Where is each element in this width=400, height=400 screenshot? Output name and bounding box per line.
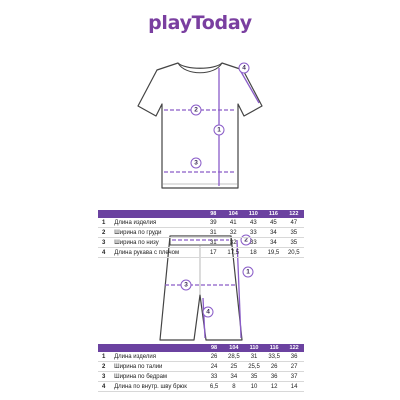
svg-text:2: 2 [244,236,248,244]
tshirt-marker-2 [191,105,201,115]
size-col: 98 [204,344,224,352]
row-value: 12 [264,382,284,392]
row-value: 33,5 [264,352,284,362]
size-col: 98 [204,210,224,218]
size-col: 122 [284,210,304,218]
row-value: 32 [223,228,243,238]
row-label: Длина изделия [114,218,203,228]
row-value: 28,5 [224,352,244,362]
size-col: 110 [243,210,263,218]
shorts-marker-4 [203,307,213,317]
svg-text:1: 1 [217,126,221,134]
row-number: 3 [98,372,114,382]
row-number: 4 [98,382,114,392]
row-value: 34 [263,238,283,248]
size-col: 122 [284,344,304,352]
row-value: 32 [223,238,243,248]
row-value: 33 [243,238,263,248]
table-row [98,228,304,238]
row-value: 18 [243,248,263,258]
row-value: 26 [264,362,284,372]
row-label: Ширина по низу [114,238,203,248]
row-value: 34 [263,228,283,238]
svg-text:3: 3 [184,281,188,289]
row-label: Ширина по талии [114,362,204,372]
tshirt-outline [138,63,262,188]
tshirt-size-header [98,210,304,218]
row-value: 35 [284,238,304,248]
table-row [98,218,304,228]
row-value: 20,5 [284,248,304,258]
size-col: 104 [224,344,244,352]
row-value: 25 [224,362,244,372]
row-number: 3 [98,238,114,248]
row-value: 17,5 [223,248,243,258]
row-value: 6,5 [204,382,224,392]
row-value: 35 [284,228,304,238]
tshirt-size-table [98,210,304,258]
row-value: 10 [244,382,264,392]
row-number: 2 [98,362,114,372]
svg-text:3: 3 [194,159,198,167]
svg-text:4: 4 [206,308,210,316]
row-value: 41 [223,218,243,228]
row-value: 31 [204,238,224,248]
row-number: 4 [98,248,114,258]
svg-text:4: 4 [242,64,246,72]
row-value: 33 [243,228,263,238]
row-value: 24 [204,362,224,372]
row-value: 39 [204,218,224,228]
row-value: 14 [284,382,304,392]
row-value: 19,5 [263,248,283,258]
table-row [98,372,304,382]
brand-logo: playToday [148,12,252,34]
row-value: 47 [284,218,304,228]
shorts-size-table [98,344,304,392]
row-value: 45 [263,218,283,228]
tshirt-marker-1 [214,125,224,135]
row-value: 34 [224,372,244,382]
tshirt-marker-3 [191,158,201,168]
row-value: 27 [284,362,304,372]
row-value: 26 [204,352,224,362]
svg-text:2: 2 [194,106,198,114]
size-col: 116 [264,344,284,352]
table-row [98,382,304,392]
row-value: 25,5 [244,362,264,372]
row-value: 35 [244,372,264,382]
row-value: 31 [244,352,264,362]
table-row [98,362,304,372]
shorts-marker-1 [243,267,253,277]
svg-text:1: 1 [246,268,250,276]
row-value: 31 [204,228,224,238]
row-value: 33 [204,372,224,382]
row-label: Длина по внутр. шву брюк [114,382,204,392]
row-label: Ширина по груди [114,228,203,238]
tshirt-marker-4 [239,63,249,73]
row-value: 17 [204,248,224,258]
row-label: Ширина по бедрам [114,372,204,382]
table-row [98,352,304,362]
row-number: 1 [98,218,114,228]
shorts-size-header [98,344,304,352]
row-label: Длина рукава с плечом [114,248,203,258]
row-label: Длина изделия [114,352,204,362]
row-value: 36 [284,352,304,362]
table-row [98,248,304,258]
row-value: 36 [264,372,284,382]
shorts-marker-3 [181,280,191,290]
row-value: 37 [284,372,304,382]
row-number: 1 [98,352,114,362]
row-number: 2 [98,228,114,238]
size-col: 116 [263,210,283,218]
table-row [98,238,304,248]
row-value: 8 [224,382,244,392]
row-value: 43 [243,218,263,228]
size-col: 104 [223,210,243,218]
size-col: 110 [244,344,264,352]
